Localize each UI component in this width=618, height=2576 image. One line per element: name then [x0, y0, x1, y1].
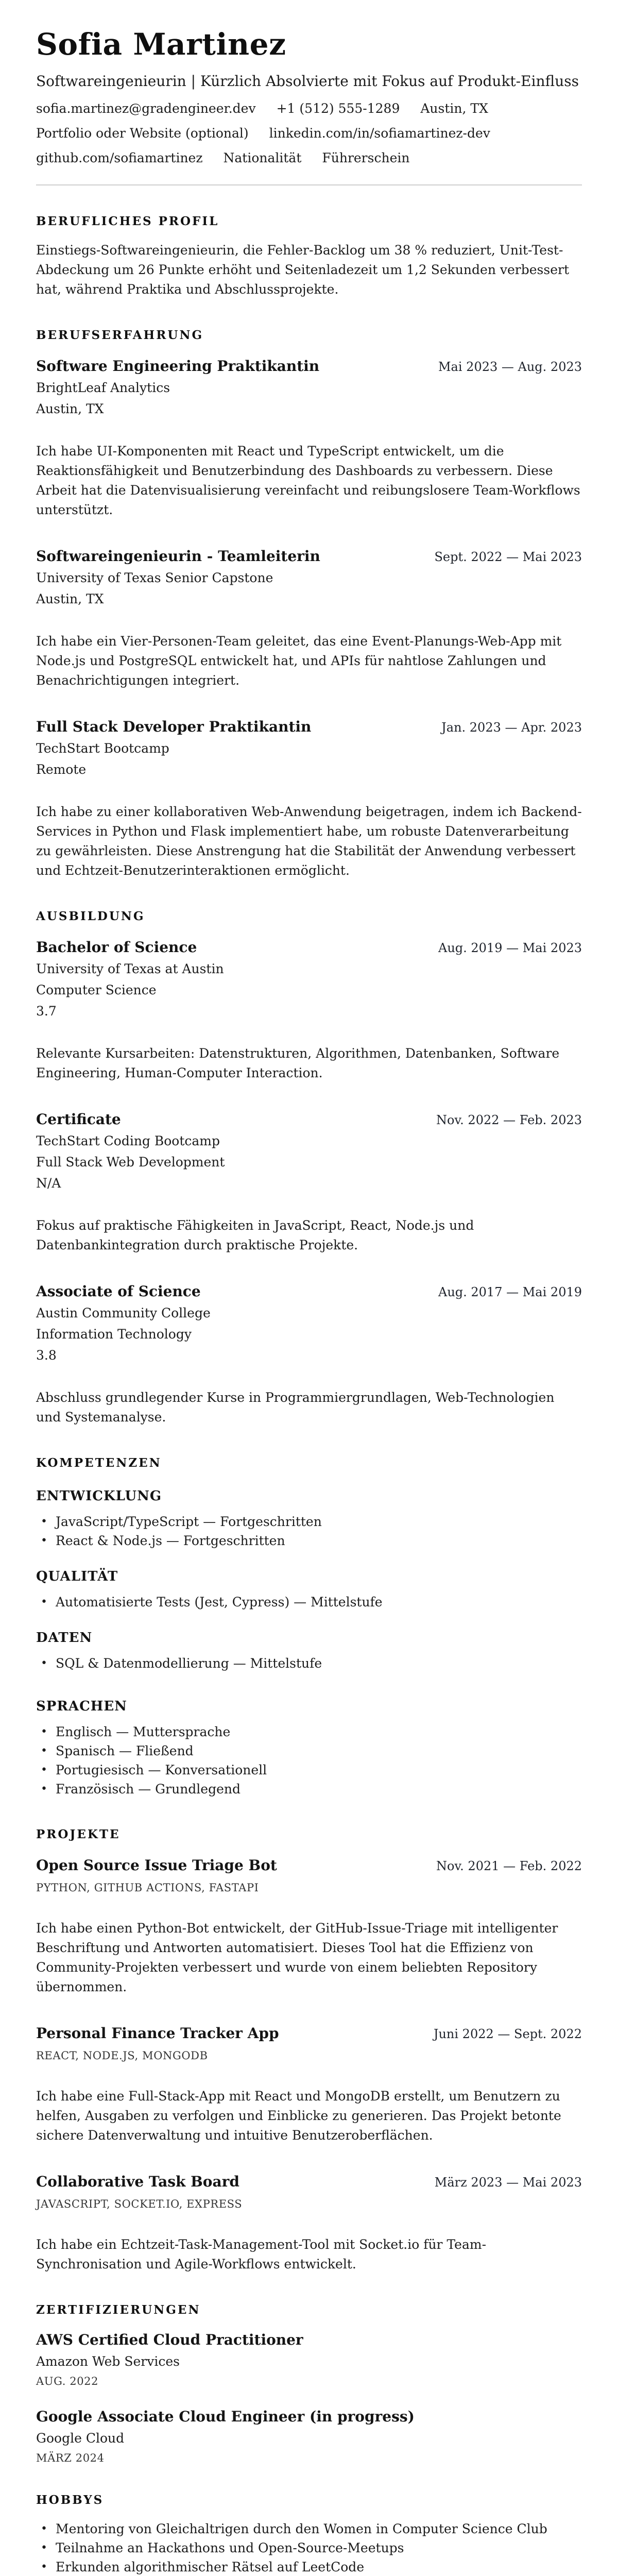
- section-heading-projects: PROJEKTE: [36, 1827, 121, 1841]
- contact-row: [36, 126, 582, 141]
- field-of-study: Full Stack Web Development: [36, 1155, 225, 1170]
- education-entry: [36, 939, 582, 1083]
- section-certifications: [36, 2303, 582, 2464]
- languages-list: [36, 1722, 582, 1799]
- certification-title: AWS Certified Cloud Practitioner: [36, 2331, 303, 2348]
- skills-group: [36, 1569, 582, 1612]
- gpa-value: 3.8: [36, 1348, 57, 1363]
- hobby-item: • Mentoring von Gleichaltrigen durch den Women in Computer Science Club: [36, 2519, 582, 2538]
- project-description: Ich habe ein Echtzeit-Task-Management-Tool mit Socket.io für Team-Synchronisation und Agile-Workflows entwickelt.: [36, 2237, 487, 2272]
- project-entry-head: [36, 2173, 582, 2190]
- job-company: University of Texas Senior Capstone: [36, 570, 273, 585]
- project-date: Juni 2022 — Sept. 2022: [433, 2027, 582, 2041]
- profile-text: Einstiegs-Softwareingenieurin, die Fehler-Backlog um 38 % reduziert, Unit-Test-Abdeckung um 26 Punkte erhöht und Seitenladezeit um 1,2 Sekunden verbessert hat, während Praktika und Abschlussprojekte.: [36, 243, 569, 297]
- gpa-value: 3.7: [36, 1004, 57, 1019]
- education-entry: [36, 1283, 582, 1427]
- education-date: Nov. 2022 — Feb. 2023: [436, 1113, 582, 1127]
- job-location: Austin, TX: [36, 401, 104, 416]
- section-heading-profile: BERUFLICHES PROFIL: [36, 214, 219, 228]
- job-title: Software Engineering Praktikantin: [36, 358, 320, 375]
- education-description: Abschluss grundlegender Kurse in Programmiergrundlagen, Web-Technologien und Systemanalyse.: [36, 1390, 555, 1425]
- job-entry: [36, 718, 582, 880]
- job-entry-head: [36, 548, 582, 565]
- section-education: [36, 909, 582, 1427]
- project-entry: [36, 1857, 582, 1997]
- education-entry: [36, 1111, 582, 1255]
- skills-group: [36, 1488, 582, 1550]
- project-description: Ich habe eine Full-Stack-App mit React und MongoDB erstellt, um Benutzern zu helfen, Ausgaben zu verfolgen und Einblicke zu generieren. Das Projekt betonte sichere Datenverwaltung und intuitive Benutzeroberflächen.: [36, 2089, 561, 2143]
- degree-title: Bachelor of Science: [36, 939, 197, 956]
- education-date: Aug. 2017 — Mai 2019: [438, 1285, 582, 1299]
- contact-phone: +1 (512) 555-1289: [276, 101, 400, 116]
- contact-nationality: Nationalität: [223, 150, 302, 165]
- education-entry-head: [36, 939, 582, 956]
- skills-group-title: QUALITÄT: [36, 1569, 118, 1584]
- section-projects: [36, 1827, 582, 2274]
- skills-group-title: DATEN: [36, 1630, 93, 1646]
- job-description: Ich habe zu einer kollaborativen Web-Anwendung beigetragen, indem ich Backend-Services in Python und Flask implementiert habe, um robuste Datenverarbeitung zu gewährleisten. Diese Anstrengung hat die Stabilität der Anwendung verbessert und Echtzeit-Benutzerinteraktionen ermöglicht.: [36, 804, 582, 878]
- job-entry: [36, 358, 582, 520]
- project-stack: REACT, NODE.JS, MONGODB: [36, 2049, 208, 2062]
- contact-row: [36, 150, 582, 166]
- certification-org: Amazon Web Services: [36, 2354, 180, 2369]
- language-item: • Französisch — Grundlegend: [36, 1780, 582, 1799]
- language-item: • Spanisch — Fließend: [36, 1741, 582, 1760]
- project-entry-head: [36, 2025, 582, 2042]
- job-entry-head: [36, 718, 582, 735]
- certification-title: Google Associate Cloud Engineer (in progress): [36, 2408, 415, 2425]
- job-company: BrightLeaf Analytics: [36, 380, 170, 395]
- section-experience: [36, 328, 582, 880]
- contact-row: [36, 101, 582, 116]
- contact-block: [36, 101, 582, 166]
- project-stack: JAVASCRIPT, SOCKET.IO, EXPRESS: [36, 2198, 243, 2210]
- skill-item: • JavaScript/TypeScript — Fortgeschritten: [36, 1512, 582, 1531]
- resume-header: [36, 25, 582, 185]
- contact-portfolio: Portfolio oder Website (optional): [36, 126, 249, 141]
- project-description: Ich habe einen Python-Bot entwickelt, der GitHub-Issue-Triage mit intelligenter Beschriftung und Antworten automatisiert. Dieses Tool hat die Effizienz von Community-Projekten verbessert und wurde von einem beliebten Repository übernommen.: [36, 1921, 558, 1994]
- skill-item: • Automatisierte Tests (Jest, Cypress) — Mittelstufe: [36, 1592, 582, 1612]
- section-heading-hobbies: HOBBYS: [36, 2493, 104, 2507]
- certification-entry: [36, 2331, 582, 2387]
- school-name: TechStart Coding Bootcamp: [36, 1133, 220, 1148]
- job-entry: [36, 548, 582, 690]
- section-skills: [36, 1456, 582, 1799]
- job-date: Mai 2023 — Aug. 2023: [438, 360, 582, 374]
- skill-item: • SQL & Datenmodellierung — Mittelstufe: [36, 1654, 582, 1673]
- certification-date: MÄRZ 2024: [36, 2452, 105, 2464]
- education-description: Relevante Kursarbeiten: Datenstrukturen, Algorithmen, Datenbanken, Software Engineering, Human-Computer Interaction.: [36, 1046, 560, 1080]
- job-location: Remote: [36, 762, 87, 777]
- skills-list: [36, 1512, 582, 1550]
- section-heading-skills: KOMPETENZEN: [36, 1456, 162, 1470]
- job-entry-head: [36, 358, 582, 375]
- job-description: Ich habe ein Vier-Personen-Team geleitet, das eine Event-Planungs-Web-App mit Node.js und PostgreSQL entwickelt hat, und APIs für nahtlose Zahlungen und Benachrichtigungen integriert.: [36, 634, 562, 688]
- project-entry: [36, 2025, 582, 2145]
- contact-email: sofia.martinez@gradengineer.dev: [36, 101, 256, 116]
- field-of-study: Computer Science: [36, 982, 157, 997]
- job-title: Softwareingenieurin - Teamleiterin: [36, 548, 320, 565]
- job-company: TechStart Bootcamp: [36, 741, 169, 756]
- skills-list: [36, 1654, 582, 1673]
- degree-title: Associate of Science: [36, 1283, 201, 1300]
- project-title: Personal Finance Tracker App: [36, 2025, 279, 2042]
- education-entry-head: [36, 1283, 582, 1300]
- project-entry: [36, 2173, 582, 2274]
- section-heading-education: AUSBILDUNG: [36, 909, 145, 923]
- school-name: University of Texas at Austin: [36, 961, 224, 976]
- hobbies-list: [36, 2519, 582, 2576]
- job-date: Sept. 2022 — Mai 2023: [434, 550, 582, 564]
- certification-entry: [36, 2408, 582, 2464]
- languages-heading: SPRACHEN: [36, 1699, 127, 1714]
- project-title: Collaborative Task Board: [36, 2173, 239, 2190]
- contact-github: github.com/sofiamartinez: [36, 150, 203, 165]
- education-date: Aug. 2019 — Mai 2023: [438, 941, 582, 955]
- contact-drivers-license: Führerschein: [322, 150, 410, 165]
- job-title: Full Stack Developer Praktikantin: [36, 718, 312, 735]
- project-entry-head: [36, 1857, 582, 1874]
- project-title: Open Source Issue Triage Bot: [36, 1857, 277, 1874]
- job-location: Austin, TX: [36, 591, 104, 606]
- education-entry-head: [36, 1111, 582, 1128]
- job-description: Ich habe UI-Komponenten mit React und TypeScript entwickelt, um die Reaktionsfähigkeit und Benutzerbindung des Dashboards zu verbessern. Diese Arbeit hat die Datenvisualisierung vereinfacht und reibungslosere Team-Workflows unterstützt.: [36, 444, 580, 517]
- certification-date: AUG. 2022: [36, 2375, 99, 2387]
- section-heading-experience: BERUFSERFAHRUNG: [36, 328, 204, 342]
- candidate-title: Softwareingenieurin | Kürzlich Absolvierte mit Fokus auf Produkt-Einfluss: [36, 73, 579, 90]
- degree-title: Certificate: [36, 1111, 121, 1128]
- education-description: Fokus auf praktische Fähigkeiten in JavaScript, React, Node.js und Datenbankintegration durch praktische Projekte.: [36, 1218, 474, 1252]
- project-date: März 2023 — Mai 2023: [434, 2175, 582, 2190]
- skills-group: [36, 1630, 582, 1673]
- skills-list: [36, 1592, 582, 1612]
- contact-location: Austin, TX: [420, 101, 488, 116]
- project-date: Nov. 2021 — Feb. 2022: [436, 1859, 582, 1873]
- language-item: • Portugiesisch — Konversationell: [36, 1760, 582, 1780]
- gpa-value: N/A: [36, 1176, 61, 1191]
- skills-group-title: ENTWICKLUNG: [36, 1488, 162, 1504]
- hobby-item: • Erkunden algorithmischer Rätsel auf LeetCode: [36, 2557, 582, 2576]
- field-of-study: Information Technology: [36, 1327, 192, 1342]
- school-name: Austin Community College: [36, 1306, 211, 1320]
- skill-item: • React & Node.js — Fortgeschritten: [36, 1531, 582, 1550]
- job-date: Jan. 2023 — Apr. 2023: [441, 720, 582, 735]
- project-stack: PYTHON, GITHUB ACTIONS, FASTAPI: [36, 1882, 259, 1894]
- section-hobbies: [36, 2493, 582, 2576]
- section-profile: [36, 214, 582, 299]
- candidate-name: Sofia Martinez: [36, 27, 286, 62]
- section-heading-certifications: ZERTIFIZIERUNGEN: [36, 2303, 201, 2317]
- hobby-item: • Teilnahme an Hackathons und Open-Source-Meetups: [36, 2538, 582, 2557]
- certification-org: Google Cloud: [36, 2431, 125, 2446]
- header-divider: [36, 184, 582, 185]
- contact-linkedin: linkedin.com/in/sofiamartinez-dev: [269, 126, 490, 141]
- language-item: • Englisch — Muttersprache: [36, 1722, 582, 1741]
- languages-group: [36, 1699, 582, 1799]
